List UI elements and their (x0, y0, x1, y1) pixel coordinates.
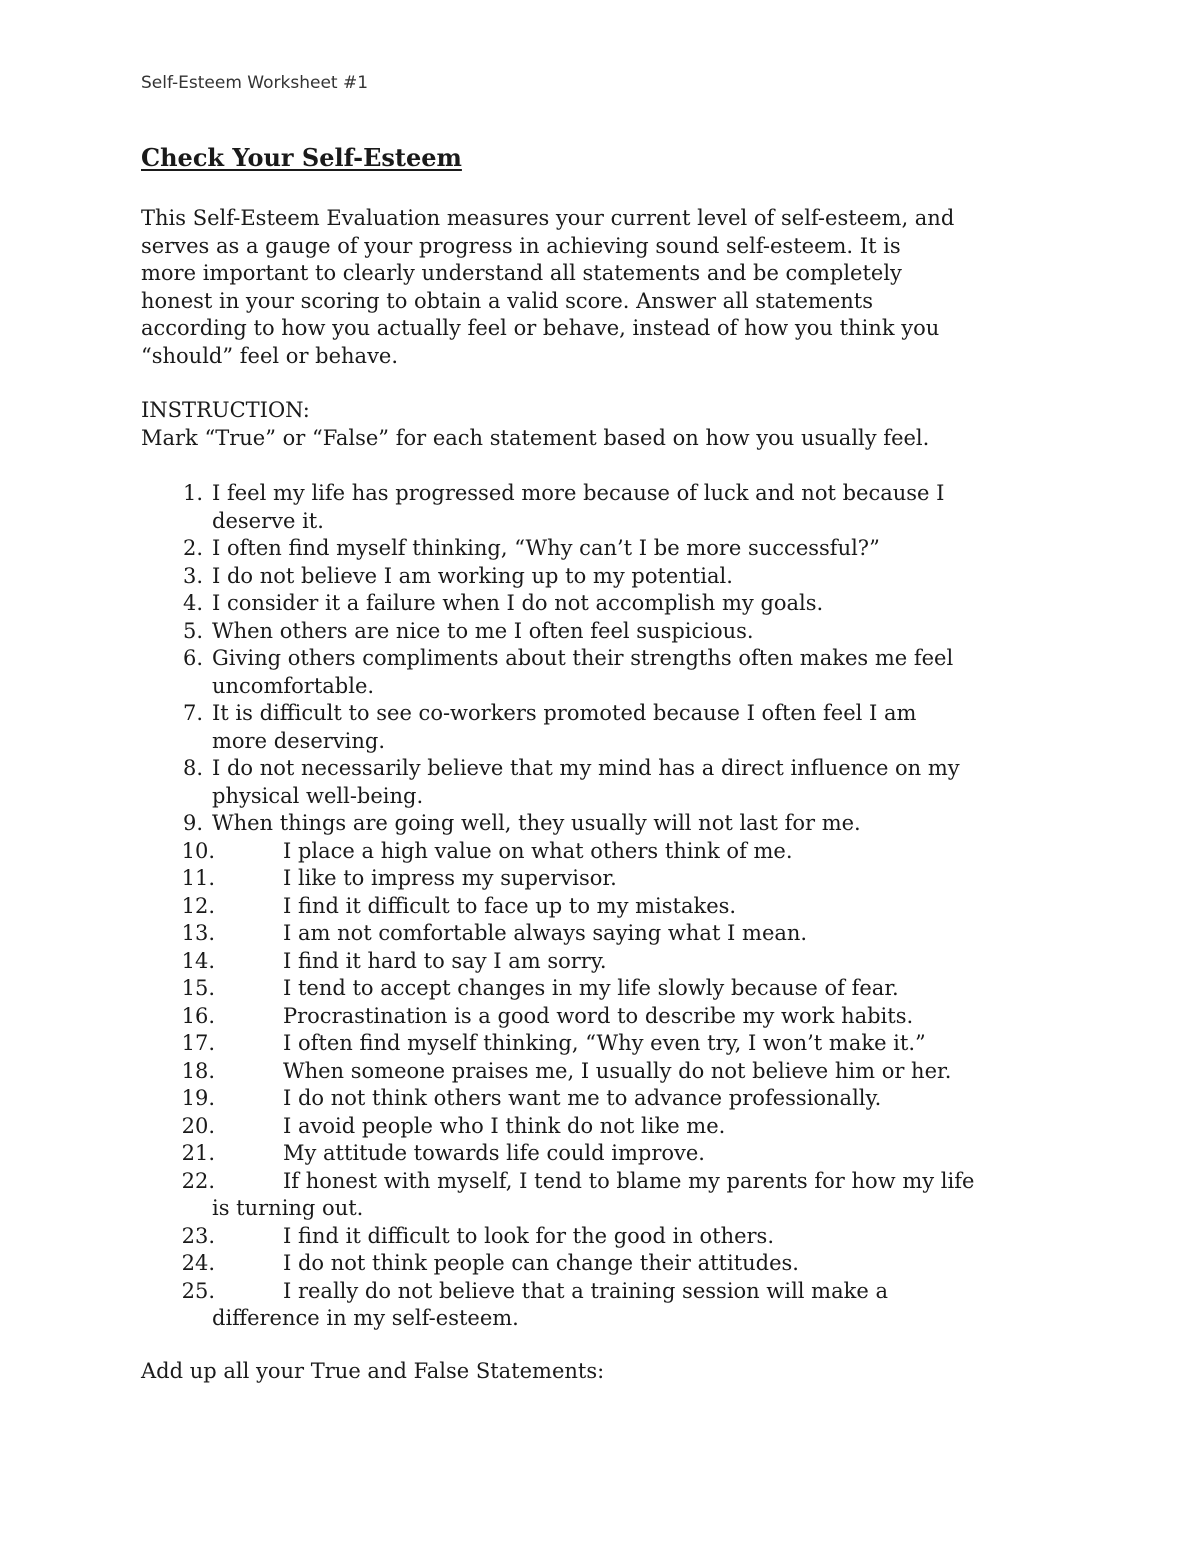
statement-text (212, 563, 1141, 591)
statement-number: 6. (182, 646, 203, 670)
intro-line: “should” feel or behave. (141, 343, 399, 368)
statement-line: is turning out. (212, 1196, 364, 1220)
statement-number: 22. (181, 1168, 215, 1193)
page-header: Self-Esteem Worksheet #1 (141, 73, 369, 93)
statement-list (141, 480, 1141, 1333)
statement-line: When things are going well, they usually will not last for me. (212, 811, 861, 835)
statement-text (212, 1250, 1141, 1278)
statement-text (212, 700, 1141, 755)
statement-number: 14. (181, 948, 215, 973)
statement-line: Procrastination is a good word to describe my work habits. (283, 1003, 914, 1028)
statement-number: 12. (181, 893, 215, 918)
statement-number: 18. (181, 1058, 215, 1083)
statement-text (212, 975, 1141, 1003)
statement-text (212, 893, 1141, 921)
statement-text (212, 1168, 1141, 1223)
statement-item (141, 1030, 1141, 1058)
statement-line: If honest with myself, I tend to blame my parents for how my life (283, 1168, 975, 1193)
statement-line: I find it difficult to face up to my mistakes. (283, 893, 737, 918)
statement-number: 16. (181, 1003, 215, 1028)
intro-line: according to how you actually feel or behave, instead of how you think you (141, 316, 940, 340)
statement-line: I feel my life has progressed more because of luck and not because I (212, 481, 945, 505)
statement-line: I find it hard to say I am sorry. (283, 948, 607, 973)
statement-item (141, 865, 1141, 893)
statement-number: 23. (181, 1223, 215, 1248)
statement-item (141, 1168, 1141, 1223)
statement-line: uncomfortable. (212, 673, 375, 698)
statement-text (212, 838, 1141, 866)
statement-line: My attitude towards life could improve. (283, 1141, 705, 1165)
statement-item (141, 975, 1141, 1003)
statement-number: 20. (181, 1113, 215, 1138)
statement-line: I really do not believe that a training session will make a (283, 1278, 888, 1303)
statement-line: I am not comfortable always saying what I mean. (283, 921, 808, 945)
statement-text (212, 1058, 1141, 1086)
statement-item (141, 920, 1141, 948)
statement-number: 10. (181, 838, 215, 863)
statement-line: I tend to accept changes in my life slowly because of fear. (283, 976, 899, 1000)
statement-number: 17. (181, 1031, 215, 1055)
statement-item (141, 1085, 1141, 1113)
statement-line: deserve it. (212, 508, 324, 533)
statement-number: 25. (181, 1278, 215, 1303)
statement-item (141, 645, 1141, 700)
statement-text (212, 1223, 1141, 1251)
intro-line: serves as a gauge of your progress in achieving sound self-esteem. It is (141, 233, 901, 258)
statement-text (212, 920, 1141, 948)
statement-number: 7. (182, 701, 203, 725)
statement-item (141, 755, 1141, 810)
statement-line: When others are nice to me I often feel suspicious. (212, 618, 754, 643)
statement-text (212, 810, 1141, 838)
statement-item (141, 1140, 1141, 1168)
statement-item (141, 1250, 1141, 1278)
statement-line: difference in my self-esteem. (212, 1306, 519, 1330)
intro-line: more important to clearly understand all statements and be completely (141, 261, 902, 285)
statement-line: I do not think others want me to advance professionally. (283, 1086, 882, 1110)
statement-item (141, 480, 1141, 535)
statement-text (212, 755, 1141, 810)
instruction-label: INSTRUCTION: (141, 398, 310, 422)
statement-item (141, 810, 1141, 838)
statement-item (141, 893, 1141, 921)
statement-item (141, 590, 1141, 618)
statement-line: I do not necessarily believe that my mind has a direct influence on my (212, 756, 960, 780)
statement-line: I often find myself thinking, “Why can’t I be more successful?” (212, 536, 880, 560)
statement-text (212, 1003, 1141, 1031)
statement-number: 3. (182, 563, 203, 588)
statement-item (141, 1113, 1141, 1141)
statement-item (141, 563, 1141, 591)
statement-item (141, 1003, 1141, 1031)
statement-line: more deserving. (212, 728, 386, 753)
intro-line: This Self-Esteem Evaluation measures your current level of self-esteem, and (141, 206, 955, 230)
statement-line: I do not believe I am working up to my potential. (212, 563, 733, 588)
statement-item (141, 948, 1141, 976)
statement-text (212, 1140, 1141, 1168)
statement-text (212, 645, 1141, 700)
statement-number: 9. (182, 811, 203, 835)
statement-line: I consider it a failure when I do not accomplish my goals. (212, 591, 824, 615)
statement-line: Giving others compliments about their strengths often makes me feel (212, 646, 954, 670)
statement-line: physical well-being. (212, 783, 424, 808)
statement-text (212, 1030, 1141, 1058)
statement-line: I avoid people who I think do not like me. (283, 1113, 726, 1138)
statement-text (212, 590, 1141, 618)
intro-line: honest in your scoring to obtain a valid score. Answer all statements (141, 288, 873, 313)
statement-text (212, 948, 1141, 976)
statement-line: I do not think people can change their attitudes. (283, 1251, 799, 1275)
statement-text (212, 1113, 1141, 1141)
statement-number: 8. (182, 756, 203, 780)
statement-line: I like to impress my supervisor. (283, 866, 617, 890)
statement-number: 15. (181, 976, 215, 1000)
statement-text (212, 618, 1141, 646)
instruction-text: Mark “True” or “False” for each statement based on how you usually feel. (141, 425, 930, 450)
statement-number: 5. (182, 618, 203, 643)
statement-item (141, 1223, 1141, 1251)
statement-line: It is difficult to see co-workers promoted because I often feel I am (212, 701, 917, 725)
statement-item (141, 838, 1141, 866)
statement-item (141, 1058, 1141, 1086)
statement-number: 19. (181, 1086, 215, 1110)
statement-line: I often find myself thinking, “Why even try, I won’t make it.” (283, 1031, 926, 1055)
statement-text (212, 535, 1141, 563)
statement-number: 2. (182, 536, 203, 560)
statement-line: I place a high value on what others think of me. (283, 838, 793, 863)
statement-number: 24. (181, 1251, 215, 1275)
intro-paragraph (141, 205, 954, 370)
statement-item (141, 535, 1141, 563)
statement-number: 1. (182, 481, 203, 505)
statement-line: When someone praises me, I usually do not believe him or her. (283, 1058, 952, 1083)
statement-number: 13. (181, 921, 215, 945)
statement-text (212, 480, 1141, 535)
statement-text (212, 1278, 1141, 1333)
statement-item (141, 700, 1141, 755)
instruction-block (141, 397, 929, 452)
statement-text (212, 1085, 1141, 1113)
statement-text (212, 865, 1141, 893)
statement-number: 4. (182, 591, 203, 615)
statement-number: 11. (181, 866, 215, 890)
statement-item (141, 1278, 1141, 1333)
statement-number: 21. (181, 1141, 215, 1165)
tally-prompt: Add up all your True and False Statements: (141, 1359, 605, 1383)
statement-line: I find it difficult to look for the good in others. (283, 1223, 775, 1248)
page-title: Check Your Self-Esteem (141, 143, 462, 172)
statement-item (141, 618, 1141, 646)
